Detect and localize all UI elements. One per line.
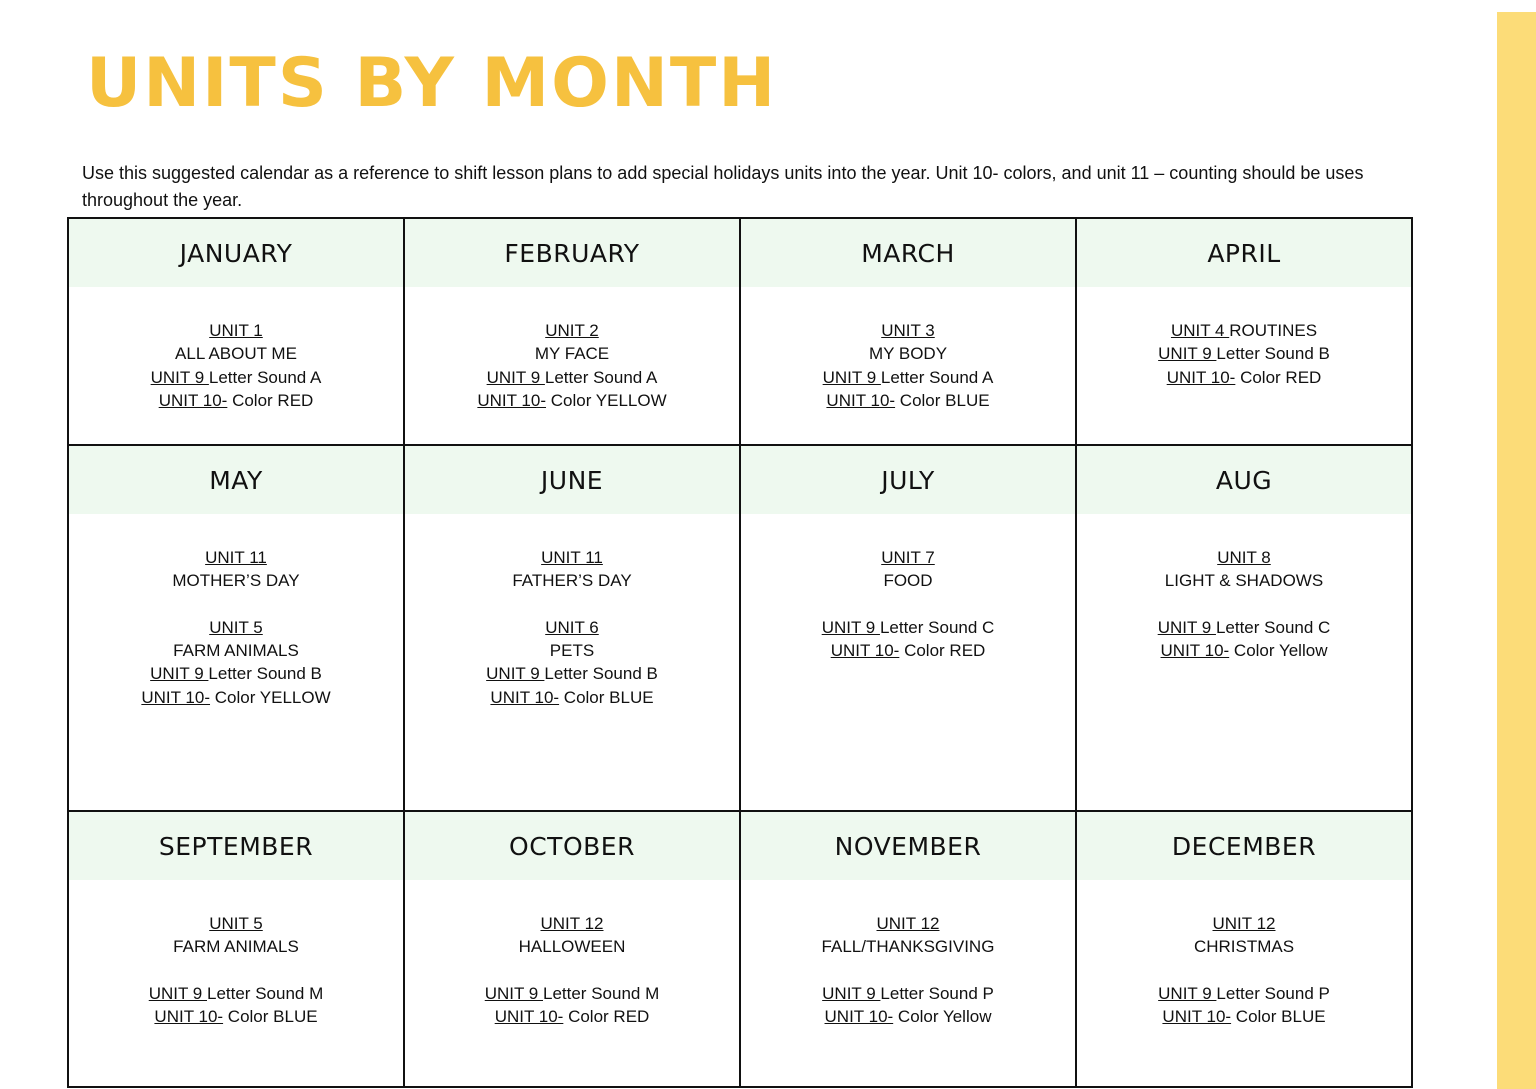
unit-number: UNIT 10- (824, 1007, 894, 1027)
unit-line (405, 935, 739, 958)
unit-topic: FARM ANIMALS (173, 641, 299, 661)
unit-number: UNIT 9 (821, 617, 880, 637)
month-units (1077, 514, 1411, 662)
unit-line (69, 366, 403, 389)
unit-line (1077, 912, 1411, 935)
unit-number: UNIT 5 (209, 617, 263, 637)
unit-line (69, 982, 403, 1005)
unit-line (1077, 1005, 1411, 1028)
unit-line (405, 593, 739, 616)
unit-line (741, 569, 1075, 592)
unit-line (69, 686, 403, 709)
unit-line (1077, 982, 1411, 1005)
month-cell (1076, 218, 1412, 445)
unit-number: UNIT 10- (1162, 1007, 1232, 1027)
month-name: SEPTEMBER (69, 812, 403, 880)
month-cell (1076, 811, 1412, 1087)
month-units (69, 880, 403, 1028)
month-name: MAY (69, 446, 403, 514)
unit-line (741, 546, 1075, 569)
unit-line (69, 319, 403, 342)
unit-topic: Color Yellow (1229, 641, 1328, 661)
unit-line (1077, 935, 1411, 958)
unit-line (69, 935, 403, 958)
month-units (741, 287, 1075, 412)
month-name: JUNE (405, 446, 739, 514)
unit-topic: Letter Sound B (1216, 344, 1330, 364)
unit-topic: LIGHT & SHADOWS (1164, 571, 1324, 591)
unit-line (69, 546, 403, 569)
month-cell (68, 218, 404, 445)
unit-line (1077, 546, 1411, 569)
unit-line (741, 912, 1075, 935)
unit-topic: FARM ANIMALS (173, 937, 299, 957)
unit-line (741, 639, 1075, 662)
unit-number: UNIT 10- (154, 1007, 224, 1027)
unit-line (741, 959, 1075, 982)
calendar-row (68, 218, 1412, 445)
unit-line (1077, 616, 1411, 639)
month-calendar-table (67, 217, 1413, 1088)
unit-topic: Letter Sound M (207, 983, 324, 1003)
calendar-row (68, 811, 1412, 1087)
unit-line (69, 1005, 403, 1028)
unit-line (741, 935, 1075, 958)
unit-line (741, 366, 1075, 389)
unit-number: UNIT 10- (830, 641, 900, 661)
unit-number: UNIT 10- (826, 390, 896, 410)
unit-topic: FATHER’S DAY (512, 571, 632, 591)
unit-topic: Letter Sound P (880, 983, 994, 1003)
unit-number: UNIT 10- (490, 687, 560, 707)
unit-line (1077, 569, 1411, 592)
month-name: NOVEMBER (741, 812, 1075, 880)
month-cell (404, 811, 740, 1087)
month-units (405, 514, 739, 709)
month-name: DECEMBER (1077, 812, 1411, 880)
unit-topic: Color BLUE (223, 1007, 318, 1027)
unit-line (405, 342, 739, 365)
unit-topic: Color BLUE (1231, 1007, 1326, 1027)
unit-line (1077, 319, 1411, 342)
month-name: JANUARY (69, 219, 403, 287)
unit-number: UNIT 10- (477, 390, 547, 410)
unit-number: UNIT 6 (545, 617, 599, 637)
unit-number: UNIT 2 (545, 321, 599, 340)
unit-line (69, 912, 403, 935)
unit-line (741, 319, 1075, 342)
unit-line (69, 593, 403, 616)
unit-line (1077, 366, 1411, 389)
unit-number: UNIT 12 (540, 914, 604, 933)
unit-line (69, 569, 403, 592)
page-title: UNITS BY MONTH (86, 44, 778, 123)
unit-topic: Color BLUE (559, 687, 654, 707)
unit-line (1077, 959, 1411, 982)
month-name: JULY (741, 446, 1075, 514)
unit-topic: Color Yellow (893, 1007, 992, 1027)
month-cell (68, 811, 404, 1087)
unit-topic: Color YELLOW (210, 687, 331, 707)
unit-number: UNIT 10- (141, 687, 211, 707)
unit-number: UNIT 10- (494, 1007, 564, 1027)
month-units (405, 287, 739, 412)
month-cell (740, 811, 1076, 1087)
month-units (1077, 880, 1411, 1028)
unit-line (69, 639, 403, 662)
unit-number: UNIT 1 (209, 321, 263, 340)
unit-topic: Letter Sound M (543, 983, 660, 1003)
unit-topic: ROUTINES (1229, 321, 1318, 340)
unit-topic: Letter Sound B (208, 664, 322, 684)
unit-line (405, 546, 739, 569)
unit-number: UNIT 5 (209, 914, 263, 933)
unit-topic: Letter Sound A (208, 367, 322, 387)
month-units (741, 514, 1075, 662)
unit-topic: Letter Sound C (1215, 617, 1331, 637)
unit-topic: Letter Sound A (880, 367, 994, 387)
unit-topic: CHRISTMAS (1193, 937, 1295, 957)
unit-topic: ALL ABOUT ME (175, 344, 297, 364)
unit-line (405, 686, 739, 709)
unit-number: UNIT 3 (881, 321, 935, 340)
unit-line (405, 366, 739, 389)
unit-number: UNIT 9 (148, 983, 207, 1003)
unit-number: UNIT 11 (541, 548, 603, 567)
month-units (405, 880, 739, 1028)
month-name: MARCH (741, 219, 1075, 287)
unit-line (741, 389, 1075, 412)
unit-line (405, 912, 739, 935)
unit-topic: MY BODY (868, 344, 948, 364)
unit-line (405, 616, 739, 639)
month-cell (404, 445, 740, 811)
unit-number: UNIT 9 (1157, 617, 1216, 637)
unit-topic: Letter Sound P (1216, 983, 1330, 1003)
unit-topic: Letter Sound B (544, 664, 658, 684)
unit-number: UNIT 9 (484, 983, 543, 1003)
unit-topic: MY FACE (534, 344, 610, 364)
unit-topic: Color YELLOW (546, 390, 667, 410)
unit-topic: Letter Sound C (879, 617, 995, 637)
month-cell (1076, 445, 1412, 811)
unit-line (69, 616, 403, 639)
unit-line (741, 342, 1075, 365)
month-units (741, 880, 1075, 1028)
month-units (69, 287, 403, 412)
unit-number: UNIT 9 (1158, 983, 1217, 1003)
unit-number: UNIT 9 (486, 367, 545, 387)
unit-number: UNIT 12 (876, 914, 940, 933)
unit-line (69, 342, 403, 365)
unit-number: UNIT 10- (1166, 367, 1236, 387)
unit-line (741, 1005, 1075, 1028)
unit-line (1077, 639, 1411, 662)
month-cell (740, 445, 1076, 811)
unit-line (405, 569, 739, 592)
month-units (1077, 287, 1411, 389)
unit-topic: Color RED (1235, 367, 1322, 387)
unit-topic: Color BLUE (895, 390, 990, 410)
intro-paragraph: Use this suggested calendar as a reference to shift lesson plans to add special holidays units into the year. Unit 10- colors, and unit 11 – counting should be uses throughout the year. (82, 163, 1364, 210)
month-cell (740, 218, 1076, 445)
month-cell (68, 445, 404, 811)
unit-number: UNIT 7 (881, 548, 935, 567)
unit-line (405, 662, 739, 685)
unit-number: UNIT 9 (150, 664, 209, 684)
unit-number: UNIT 10- (158, 390, 228, 410)
unit-line (405, 639, 739, 662)
unit-line (405, 959, 739, 982)
unit-topic: Color RED (563, 1007, 650, 1027)
unit-topic: Letter Sound A (544, 367, 658, 387)
unit-number: UNIT 9 (486, 664, 545, 684)
unit-line (69, 662, 403, 685)
unit-number: UNIT 9 (1158, 344, 1217, 364)
decorative-side-bar (1497, 12, 1536, 1089)
month-units (69, 514, 403, 709)
unit-topic: FALL/THANKSGIVING (821, 937, 995, 957)
unit-line (405, 1005, 739, 1028)
month-name: FEBRUARY (405, 219, 739, 287)
unit-number: UNIT 9 (822, 367, 881, 387)
unit-line (69, 959, 403, 982)
unit-topic: Color RED (899, 641, 986, 661)
unit-topic: Color RED (227, 390, 314, 410)
unit-number: UNIT 9 (150, 367, 209, 387)
month-name: OCTOBER (405, 812, 739, 880)
unit-line (405, 319, 739, 342)
unit-number: UNIT 8 (1217, 548, 1271, 567)
calendar-row (68, 445, 1412, 811)
unit-topic: PETS (549, 641, 595, 661)
unit-line (405, 982, 739, 1005)
unit-number: UNIT 11 (205, 548, 267, 567)
unit-line (1077, 593, 1411, 616)
unit-topic: HALLOWEEN (518, 937, 626, 957)
unit-number: UNIT 4 (1170, 321, 1230, 340)
unit-number: UNIT 12 (1212, 914, 1276, 933)
unit-line (1077, 342, 1411, 365)
unit-topic: FOOD (883, 571, 933, 591)
unit-line (405, 389, 739, 412)
month-name: AUG (1077, 446, 1411, 514)
unit-number: UNIT 9 (822, 983, 881, 1003)
unit-line (741, 593, 1075, 616)
unit-line (741, 616, 1075, 639)
month-name: APRIL (1077, 219, 1411, 287)
unit-line (69, 389, 403, 412)
unit-line (741, 982, 1075, 1005)
month-cell (404, 218, 740, 445)
unit-topic: MOTHER’S DAY (172, 571, 300, 591)
unit-number: UNIT 10- (1160, 641, 1230, 661)
